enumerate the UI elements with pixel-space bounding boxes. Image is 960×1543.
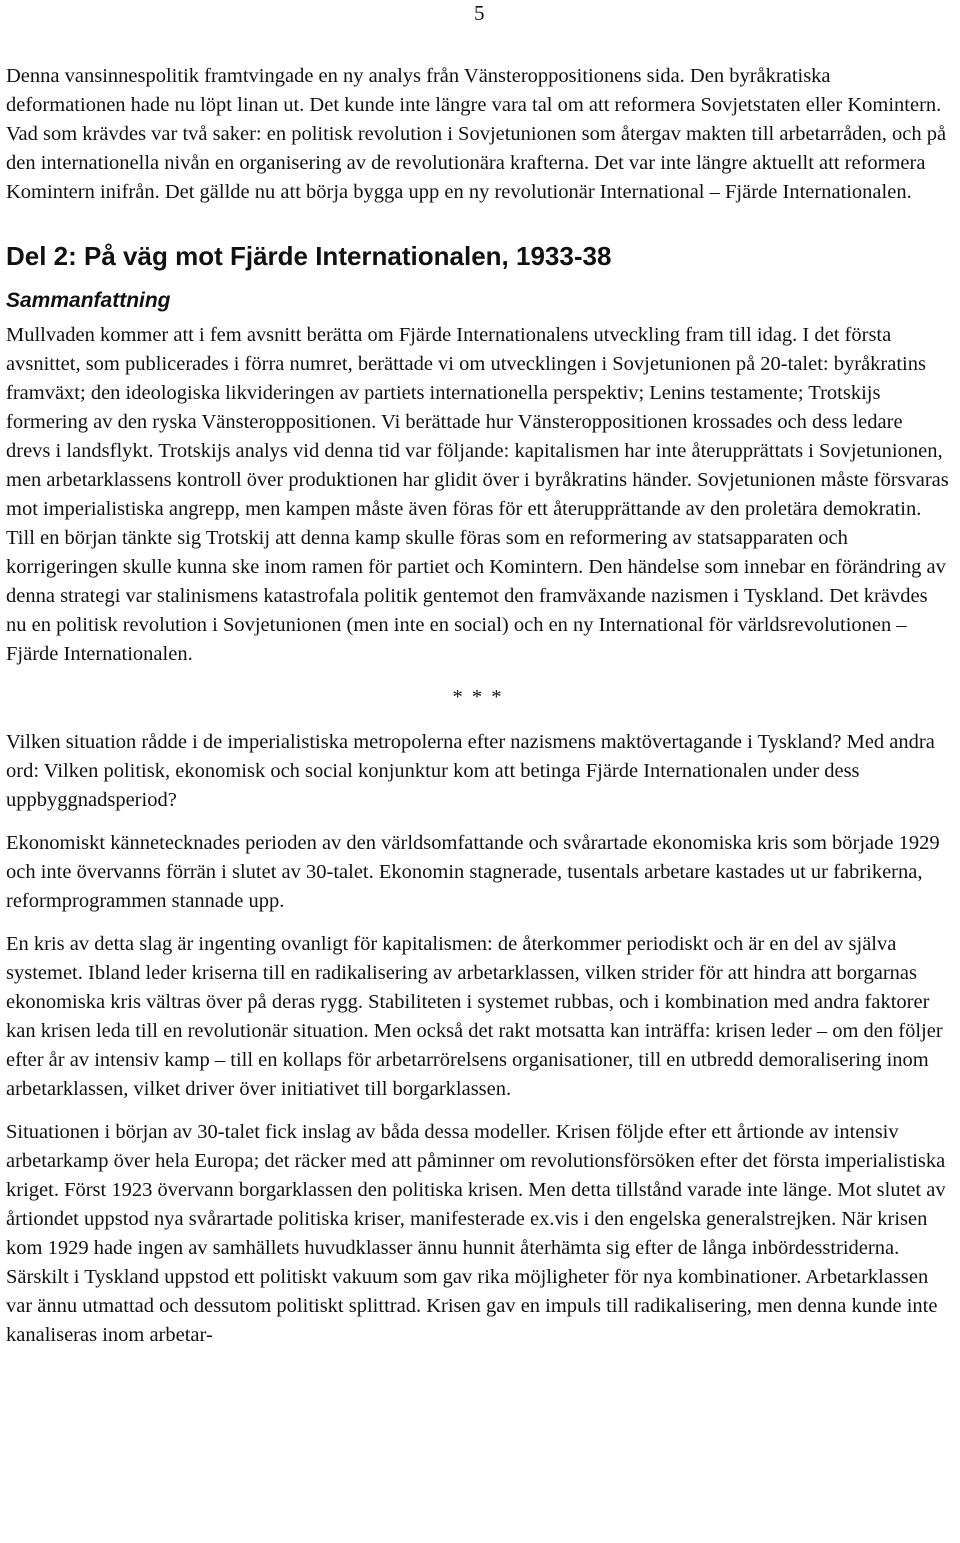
body-paragraph: Situationen i början av 30-talet fick inslag av båda dessa modeller. Krisen följde efter ett årtionde av intensiv arbetarkamp över hela Europa; det räcker med att påminner om revolutionsförsöken efter det första imperialistiska kriget. Först 1923 övervann borgarklassen den politiska krisen. Men detta tillstånd varade inte länge. Mot slutet av årtiondet uppstod nya svårartade politiska kriser, manifesterade ex.vis i den engelska generalstrejken. När krisen kom 1929 hade ingen av samhällets huvudklasser ännu hunnit återhämta sig efter de långa inbördesstriderna. Särskilt i Tyskland uppstod ett politiskt vakuum som gav rika möjligheter för nya kombinationer. Arbetarklassen var ännu utmattad och dessutom politiskt splittrad. Krisen gav en impuls till radikalisering, men denna kunde inte kanaliseras inom arbetar- <box>6 1121 946 1346</box>
summary-paragraph: Mullvaden kommer att i fem avsnitt berätta om Fjärde Internationalens utveckling fram till idag. I det första avsnittet, som publicerades i förra numret, berättade vi om utvecklingen i Sovjetunionen på 20-talet: byråkratins framväxt; den ideologiska likvideringen av partiets internationella perspektiv; Lenins testamente; Trotskijs formering av den ryska Vänsteroppositionen. Vi berättade hur Vänsteroppositionen krossades och dess ledare drevs i landsflykt. Trotskijs analys vid denna tid var följande: kapitalismen har inte återupprättats i Sovjetunionen, men arbetarklassens kontroll över produktionen har glidit över i byråkratins händer. Sovjetunionen måste försvaras mot imperialistiska angrepp, men kampen måste även föras för ett återupprättande av den proletära demokratin. Till en början tänkte sig Trotskij att denna kamp skulle föras som en reformering av statsapparaten och korrigeringen skulle kunna ske inom ramen för partiet och Komintern. Den händelse som innebar en förändring av denna strategi var stalinismens katastrofala politik gentemot den framväxande nazismen i Tyskland. Det krävdes nu en politisk revolution i Sovjetunionen (men inte en social) och en ny International för världsrevolutionen – Fjärde Internationalen. <box>6 324 949 665</box>
section-heading: Del 2: På väg mot Fjärde Internationalen, 1933-38 <box>6 241 612 271</box>
body-paragraph: Vilken situation rådde i de imperialistiska metropolerna efter nazismens maktövertagande i Tyskland? Med andra ord: Vilken politisk, ekonomisk och social konjunktur kom att betinga Fjärde Internationalen under dess uppbyggnadsperiod? <box>6 731 935 811</box>
body-paragraph: Ekonomiskt kännetecknades perioden av den världsomfattande och svårartade ekonomiska kris som började 1929 och inte övervanns förrän i slutet av 30-talet. Ekonomin stagnerade, tusentals arbetare kastades ut ur fabrikerna, reformprogrammen stannade upp. <box>6 832 940 912</box>
page-content <box>6 62 950 1350</box>
page-number: 5 <box>474 1 485 25</box>
section-separator: * * * <box>452 686 504 708</box>
intro-paragraph: Denna vansinnespolitik framtvingade en ny analys från Vänsteroppositionens sida. Den byråkratiska deformationen hade nu löpt linan ut. Det kunde inte längre vara tal om att reformera Sovjetstaten eller Komintern. Vad som krävdes var två saker: en politisk revolution i Sovjetunionen som återgav makten till arbetarråden, och på den internationella nivån en organisering av de revolutionära krafterna. Det var inte längre aktuellt att reformera Komintern inifrån. Det gällde nu att börja bygga upp en ny revolutionär International – Fjärde Internationalen. <box>6 65 947 203</box>
summary-heading: Sammanfattning <box>6 289 171 312</box>
body-paragraph: En kris av detta slag är ingenting ovanligt för kapitalismen: de återkommer periodiskt och är en del av själva systemet. Ibland leder kriserna till en radikalisering av arbetarklassen, vilken strider för att hindra att borgarnas ekonomiska kris vältras över på deras rygg. Stabiliteten i systemet rubbas, och i kombination med andra faktorer kan krisen leda till en revolutionär situation. Men också det rakt motsatta kan inträffa: krisen leder – om den följer efter år av intensiv kamp – till en kollaps för arbetarrörelsens organisationer, till en utbredd demoralisering inom arbetarklassen, vilket driver över initiativet till borgarklassen. <box>6 933 943 1100</box>
